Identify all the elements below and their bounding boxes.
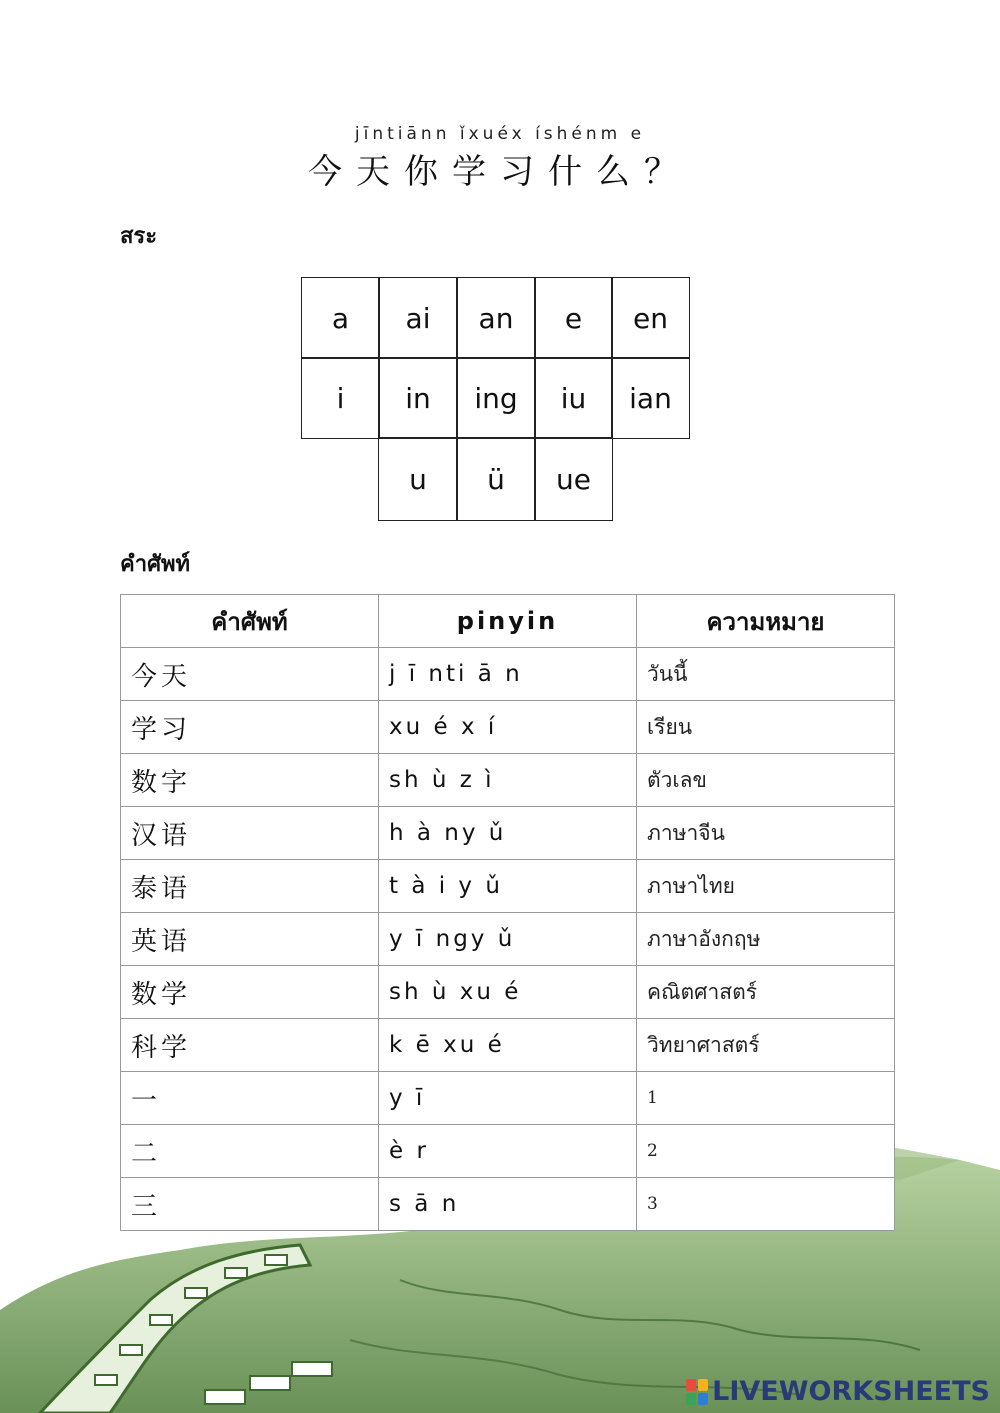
cell-meaning: ภาษาอังกฤษ (637, 913, 895, 966)
table-row (121, 1178, 895, 1231)
cell-hanzi: 二 (121, 1125, 379, 1178)
cell-pinyin: è r (379, 1125, 637, 1178)
table-row (121, 701, 895, 754)
table-row (121, 860, 895, 913)
header-word: คำศัพท์ (121, 595, 379, 648)
vowel-cell: an (456, 277, 536, 359)
header-meaning: ความหมาย (637, 595, 895, 648)
vocab-section-label: คำศัพท์ (120, 552, 191, 577)
table-row (121, 807, 895, 860)
cell-meaning: ภาษาไทย (637, 860, 895, 913)
cell-hanzi: 英语 (121, 913, 379, 966)
liveworksheets-logo-icon (686, 1379, 708, 1405)
cell-pinyin: j ī nti ā n (379, 648, 637, 701)
cell-pinyin: h à ny ǔ (379, 807, 637, 860)
vowel-cell: ü (456, 437, 536, 521)
cell-meaning: วันนี้ (637, 648, 895, 701)
vowel-cell: e (534, 277, 613, 359)
vowel-cell: iu (534, 357, 613, 439)
vowel-cell: ian (611, 357, 690, 439)
header-pinyin: pinyin (379, 595, 637, 648)
vowel-cell: ai (378, 277, 458, 359)
cell-pinyin: k ē xu é (379, 1019, 637, 1072)
table-row (121, 913, 895, 966)
table-row (121, 754, 895, 807)
cell-pinyin: s ā n (379, 1178, 637, 1231)
cell-hanzi: 数学 (121, 966, 379, 1019)
cell-pinyin: xu é x í (379, 701, 637, 754)
cell-meaning: 3 (637, 1178, 895, 1231)
cell-meaning: เรียน (637, 701, 895, 754)
cell-hanzi: 三 (121, 1178, 379, 1231)
cell-hanzi: 数字 (121, 754, 379, 807)
table-row (121, 648, 895, 701)
cell-meaning: ตัวเลข (637, 754, 895, 807)
cell-pinyin: y ī (379, 1072, 637, 1125)
vowel-cell: ing (456, 357, 536, 439)
cell-pinyin: y ī ngy ǔ (379, 913, 637, 966)
cell-meaning: ภาษาจีน (637, 807, 895, 860)
vowel-cell: a (301, 277, 380, 359)
cell-hanzi: 泰语 (121, 860, 379, 913)
vowel-cell: u (378, 437, 458, 521)
watermark-text: LIVEWORKSHEETS (712, 1376, 990, 1407)
cell-pinyin: t à i y ǔ (379, 860, 637, 913)
cell-pinyin: sh ù xu é (379, 966, 637, 1019)
vocab-table (120, 594, 895, 1231)
title-hanzi: 今天你学习什么？ (308, 152, 692, 192)
cell-hanzi: 汉语 (121, 807, 379, 860)
cell-meaning: 1 (637, 1072, 895, 1125)
cell-meaning: 2 (637, 1125, 895, 1178)
cell-hanzi: 学习 (121, 701, 379, 754)
liveworksheets-watermark (686, 1376, 990, 1407)
table-row (121, 966, 895, 1019)
table-row (121, 1019, 895, 1072)
table-row (121, 1125, 895, 1178)
cell-meaning: วิทยาศาสตร์ (637, 1019, 895, 1072)
vowels-section-label: สระ (120, 224, 158, 249)
cell-hanzi: 一 (121, 1072, 379, 1125)
cell-meaning: คณิตศาสตร์ (637, 966, 895, 1019)
table-row (121, 1072, 895, 1125)
vowel-cell: en (611, 277, 690, 359)
cell-hanzi: 今天 (121, 648, 379, 701)
vowel-cell: i (301, 357, 380, 439)
vowel-cell: ue (534, 437, 613, 521)
cell-pinyin: sh ù z ì (379, 754, 637, 807)
title-pinyin: jīntiānn ǐxuéx íshénm e (354, 124, 646, 144)
vowel-cell: in (378, 357, 458, 439)
cell-hanzi: 科学 (121, 1019, 379, 1072)
table-header-row (121, 595, 895, 648)
